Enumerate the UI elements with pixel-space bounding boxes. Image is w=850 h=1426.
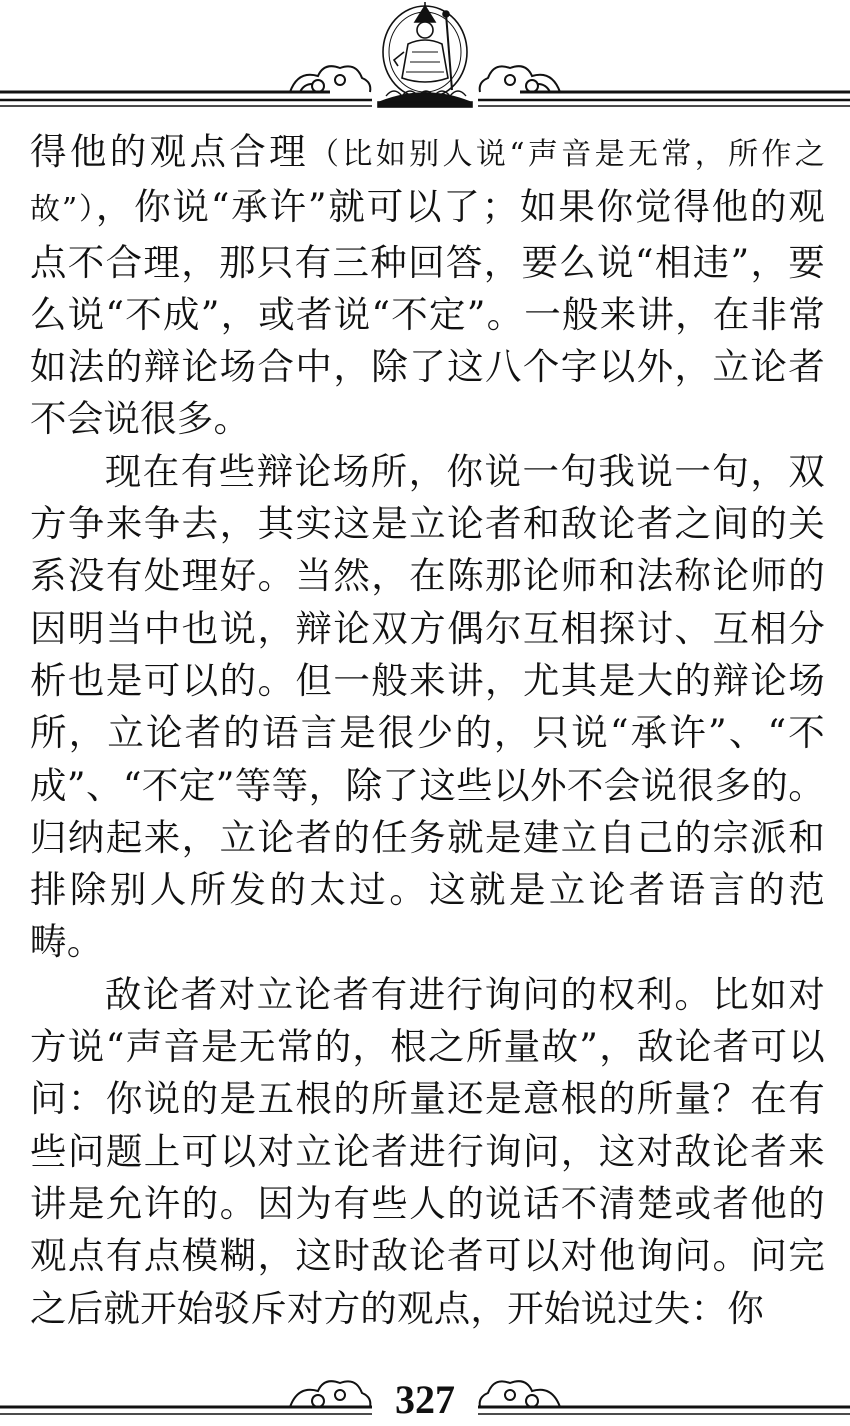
cloud-scroll-left-icon <box>290 66 370 92</box>
page-body <box>30 126 825 1335</box>
paragraph-2: 现在有些辩论场所，你说一句我说一句，双方争来争去，其实这是立论者和敌论者之间的关系没有处理好。当然，在陈那论师和法称论师的因明当中也说，辩论双方偶尔互相探讨、互相分析也是可以的。但一般来讲，尤其是大的辩论场所，立论者的语言是很少的，只说“承许”、“不成”、“不定”等等，除了这些以外不会说很多的。归纳起来，立论者的任务就是建立自己的宗派和排除别人所发的太过。这就是立论者语言的范畴。 <box>30 449 825 964</box>
padmasambhava-deity-icon <box>378 2 472 107</box>
parenthetical-example: （比如别人说“声音是无常，所作之故”） <box>30 137 825 228</box>
paragraph-3: 敌论者对立论者有进行询问的权利。比如对方说“声音是无常的，根之所量故”，敌论者可以问：你说的是五根的所量还是意根的所量？在有些问题上可以对立论者进行询问，这对敌论者来讲是允许的。因为有些人的说话不清楚或者他的观点有点模糊，这时敌论者可以对他询问。问完之后就开始驳斥对方的观点，开始说过失：你 <box>30 972 825 1330</box>
page-number: 327 <box>395 1377 455 1422</box>
paragraph-1: 得他的观点合理（比如别人说“声音是无常，所作之故”），你说“承许”就可以了；如果你觉得他的观点不合理，那只有三种回答，要么说“相违”，要么说“不成”，或者说“不定”。一般来讲，在非常如法的辩论场合中，除了这八个字以外，立论者不会说很多。 <box>30 130 825 441</box>
page-header-ornament <box>0 0 850 118</box>
cloud-scroll-right-icon <box>480 66 560 92</box>
